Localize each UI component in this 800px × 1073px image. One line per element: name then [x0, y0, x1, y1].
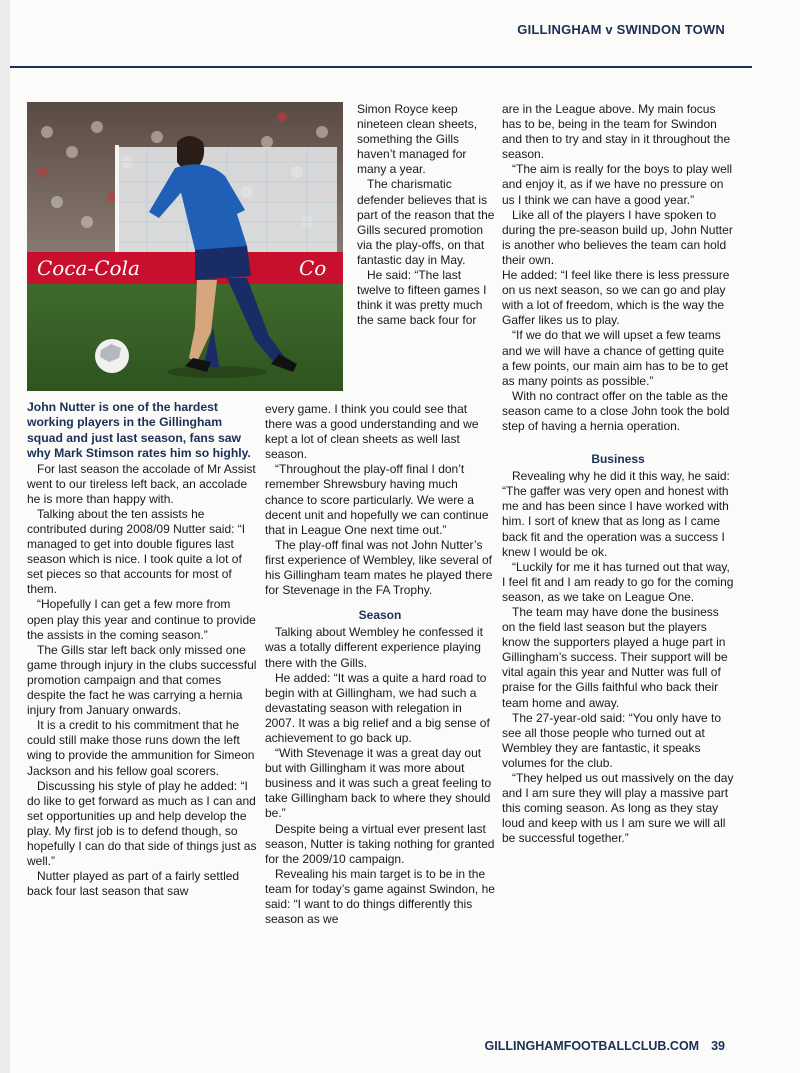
paragraph: Revealing why he did it this way, he said: “The gaffer was very open and honest with me and has been since I have worked with him. I sort of knew that as long as I came back fit and the operation was a success I knew I would be ok.	[502, 469, 730, 559]
paragraph: Nutter played as part of a fairly settled back four last season that saw	[27, 869, 240, 899]
paragraph: are in the League above. My main focus has to be, being in the team for Swindon and then to try and stay in it throughout the season.	[502, 102, 731, 162]
paragraph: Simon Royce keep nineteen clean sheets, something the Gills haven’t managed for many a year.	[357, 102, 478, 177]
paragraph: The Gills star left back only missed one game through injury in the clubs successful promotion campaign and that comes despite the fact he was carrying a hernia injury from January onwards.	[27, 642, 257, 718]
paragraph: He added: “It was a quite a hard road to begin with at Gillingham, we had such a devastating season with relegation in 2007. It was a big relief and a big sense of achievement to go back up.	[265, 670, 490, 745]
page-header: GILLINGHAM v SWINDON TOWN	[517, 22, 725, 37]
paragraph: “Hopefully I can get a few more from open play this year and continue to provide the assists in the coming season.”	[27, 597, 256, 642]
paragraph: The play-off final was not John Nutter’s first experience of Wembley, like several of his Gillingham team mates he played there for Stevenage in the FA Trophy.	[265, 537, 493, 598]
paragraph: Despite being a virtual ever present last season, Nutter is taking nothing for granted for the 2009/10 campaign.	[265, 821, 495, 866]
paragraph: For last season the accolade of Mr Assist went to our tireless left back, an accolade he is more than happy with.	[27, 461, 256, 506]
section-heading-business: Business	[591, 452, 645, 467]
column-3	[502, 102, 734, 847]
column-1	[27, 400, 257, 899]
header-rule	[10, 66, 752, 68]
paragraph: The 27-year-old said: “You only have to see all those people who turned out at Wembley they are fantastic, it speaks volumes for the club.	[502, 710, 722, 770]
paragraph: Discussing his style of play he added: “I do like to get forward as much as I can and set opportunities up and help develop the play. My first job is to defend though, so hopefully I can do that side of things just as well.”	[27, 778, 257, 869]
paragraph: Like all of the players I have spoken to during the pre-season build up, John Nutter is another who believes the team can hold their own.	[502, 207, 733, 267]
paragraph: Talking about Wembley he confessed it was a totally different experience playing there with the Gills.	[265, 625, 483, 670]
paragraph: He added: “I feel like there is less pressure on us next season, so we can go and play with a lot of freedom, which is the way the Gaffer likes us to play.	[502, 268, 730, 328]
paragraph: “Luckily for me it has turned out that way, I feel fit and I am ready to go for the coming season, as we take on League One.	[502, 559, 734, 604]
paragraph: It is a credit to his commitment that he could still make those runs down the left wing to provide the ammunition for Simeon Jackson and his fellow goal scorers.	[27, 718, 255, 778]
paragraph: “The aim is really for the boys to play well and enjoy it, as if we have no pressure on us I think we can have a good year.”	[502, 162, 733, 207]
board-text-right: Co	[299, 256, 327, 280]
page-footer	[485, 1039, 725, 1053]
column-2-upper	[357, 102, 497, 328]
paragraph: every game. I think you could see that there was a good understanding and we kept a lot of clean sheets as well last season.	[265, 402, 479, 462]
paragraph: He said: “The last twelve to fifteen games I think it was pretty much the same back four for	[357, 268, 487, 328]
page-gutter	[0, 0, 10, 1073]
paragraph: “With Stevenage it was a great day out but with Gillingham it was more about business and it was such a great feeling to take Gillingham back to where they should be.”	[265, 746, 492, 821]
website-link[interactable]: GILLINGHAMFOOTBALLCLUB.COM	[484, 1039, 700, 1053]
page-number: 39	[711, 1039, 725, 1053]
paragraph: “They helped us out massively on the day and I am sure they will play a massive part this coming season. As long as they stay loud and keep with us I am sure we will all be successful together.”	[502, 771, 734, 846]
section-heading-season: Season	[358, 608, 402, 623]
player-photo	[27, 102, 343, 391]
paragraph: The charismatic defender believes that is part of the reason that the Gills secured promotion via the play-offs, on that fantastic day in May.	[357, 177, 495, 267]
column-2	[265, 402, 495, 927]
paragraph: Talking about the ten assists he contributed during 2008/09 Nutter said: “I managed to get into double figures last season which is nice. I took quite a lot of set pieces so that accounts for most of them.	[27, 506, 246, 597]
paragraph: The team may have done the business on the field last season but the players know the supporters played a huge part in Gillingham’s success. Their support will be vital again this year and Nutter was full of praise for the Gills faithful who back their team home and away.	[502, 605, 728, 710]
paragraph: Revealing his main target is to be in the team for today’s game against Swindon, he said: “I want to do things differently this season as we	[265, 866, 495, 927]
paragraph: “If we do that we will upset a few teams and we will have a chance of getting quite a few points, our main aim has to be to get as many points as possible.”	[502, 328, 729, 388]
paragraph: With no contract offer on the table as the season came to a close John took the bold step of having a hernia operation.	[502, 388, 730, 433]
board-text-left: Coca-Cola	[37, 256, 140, 280]
paragraph: “Throughout the play-off final I don’t remember Shrewsbury having much chance to score particularly. We were a decent unit and hopefully we can continue that in League One next time out.”	[265, 462, 489, 537]
photo-caption: John Nutter is one of the hardest working players in the Gillingham squad and just last season, fans saw why Mark Stimson rates him so highly.	[27, 400, 251, 461]
